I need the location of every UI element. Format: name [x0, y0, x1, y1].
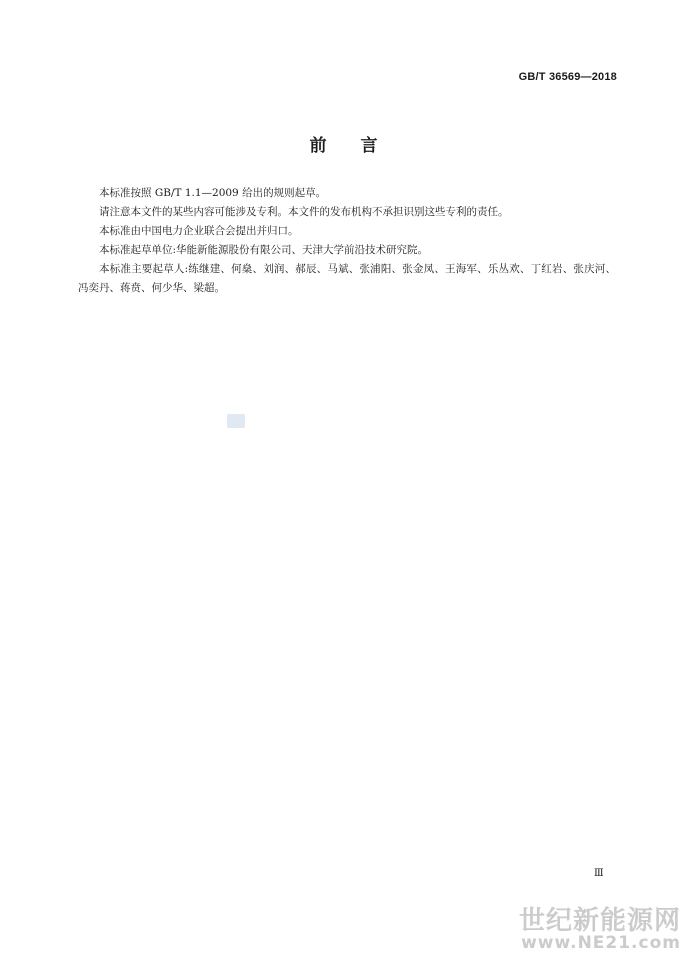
document-body — [78, 184, 616, 298]
standard-code: GB/T 36569—2018 — [518, 71, 617, 83]
paragraph-proposer: 本标准由中国电力企业联合会提出并归口。 — [99, 225, 299, 237]
watermark-name: 世纪新能源网 — [518, 905, 681, 936]
paragraph-drafting-units: 本标准起草单位:华能新能源股份有限公司、天津大学前沿技术研究院。 — [99, 244, 429, 256]
page-number: Ⅲ — [594, 868, 604, 879]
paragraph-patent-notice: 请注意本文件的某些内容可能涉及专利。本文件的发布机构不承担识别这些专利的责任。 — [99, 206, 509, 218]
watermark — [518, 905, 681, 954]
page-title: 前言 — [309, 136, 412, 156]
small-stamp-mark — [227, 414, 245, 428]
watermark-url: www.NE21.com — [521, 933, 681, 954]
paragraph-drafters: 本标准主要起草人:练继建、何燊、刘润、郝辰、马斌、张浦阳、张金凤、王海军、乐丛欢、丁红岩、张庆河、冯奕丹、蒋贲、何少华、梁超。 — [78, 263, 616, 294]
paragraph-drafting-rules: 本标准按照 GB/T 1.1—2009 给出的规则起草。 — [99, 187, 327, 199]
